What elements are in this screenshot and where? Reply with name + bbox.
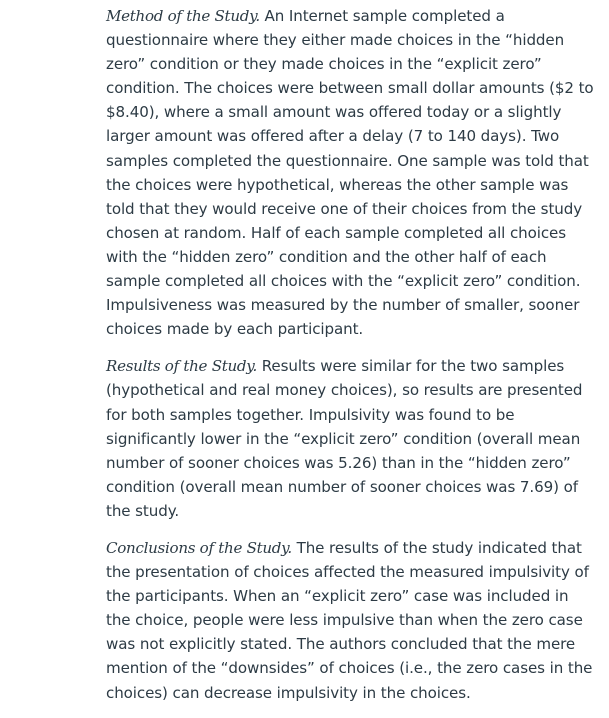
results-paragraph — [106, 354, 596, 523]
conclusions-text: The results of the study indicated that the presentation of choices affected the measured impulsivity of the participants. When an “explicit zero” case was included in the choice, people were less impulsive than when the zero case was not explicitly stated. The authors concluded that the mere mention of the “downsides” of choices (i.e., the zero cases in the choices) can decrease impulsivity in the choices. — [106, 538, 593, 702]
conclusions-heading: Conclusions of the Study. — [106, 538, 292, 557]
results-heading: Results of the Study. — [106, 357, 257, 376]
method-heading: Method of the Study. — [106, 7, 260, 25]
results-text: Results were similar for the two samples (hypothetical and real money choices), so results are presented for both samples together. Impulsivity was found to be significantly lower in the “explicit zero” condition (overall mean number of sooner choices was 5.26) than in the “hidden zero” condition (overall mean number of sooner choices was 7.69) of the study. — [106, 357, 583, 520]
method-text: An Internet sample completed a questionnaire where they either made choices in the “hidden zero” condition or they made choices in the “explicit zero” condition. The choices were between small dollar amounts ($2 to $8.40), where a small amount was offered today or a slightly larger amount was offered after a delay (7 to 140 days). Two samples completed the questionnaire. One sample was told that the choices were hypothetical, whereas the other sample was told that they would receive one of their choices from the study chosen at random. Half of each sample completed all choices with the “hidden zero” condition and the other half of each sample completed all choices with the “explicit zero” condition. Impulsiveness was measured by the number of smaller, sooner choices made by each participant. — [106, 7, 594, 339]
method-paragraph — [106, 4, 596, 341]
conclusions-paragraph — [106, 536, 596, 705]
document-body — [106, 4, 596, 718]
